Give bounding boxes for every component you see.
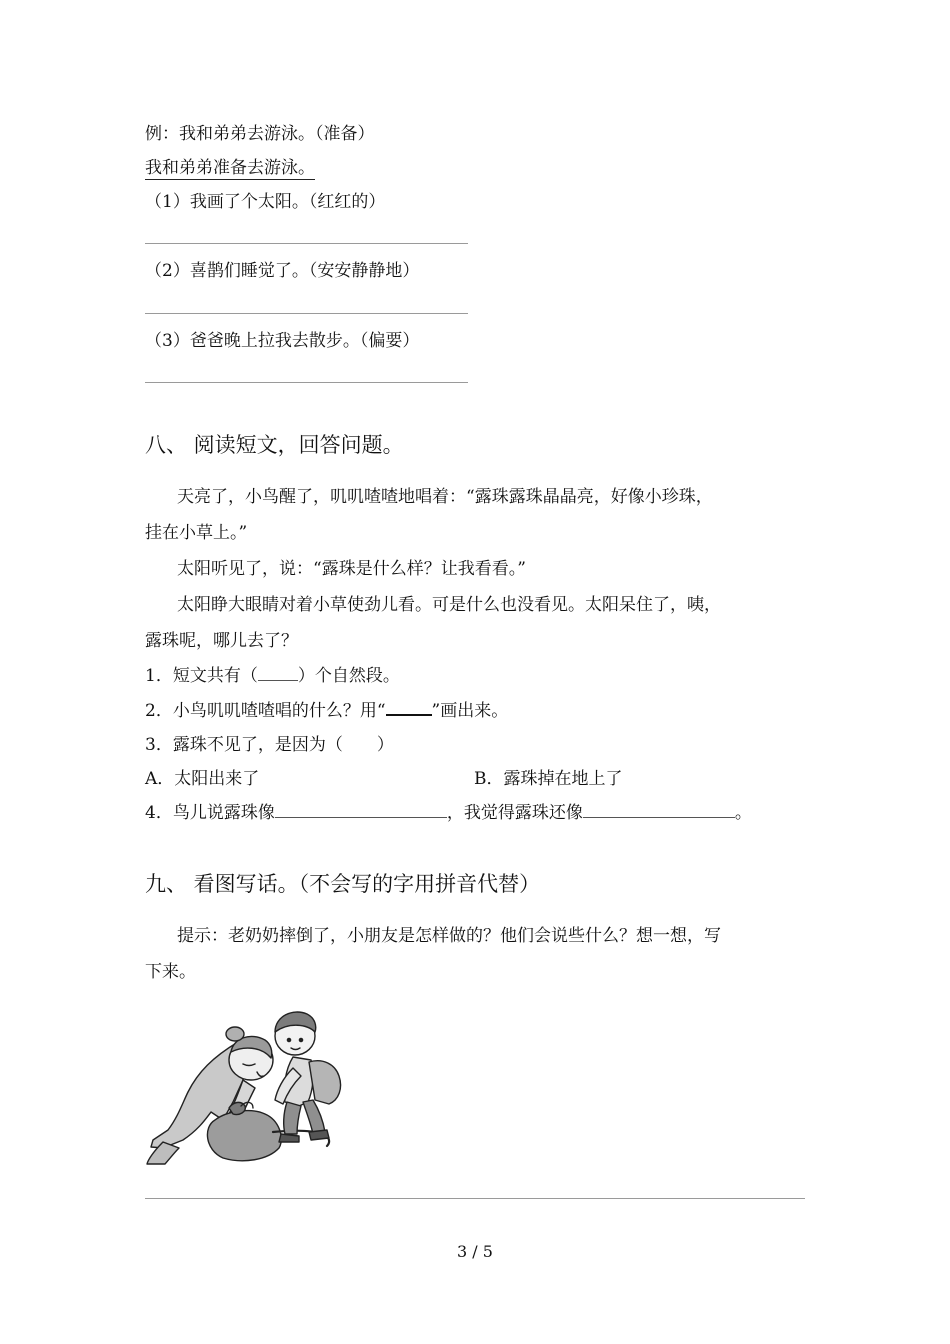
question-2-before: 2．小鸟叽叽喳喳唱的什么？用“ [145,701,386,721]
rewrite-item-3: （3）爸爸晚上拉我去散步。（偏要） [145,331,420,351]
writing-answer-line[interactable] [145,1198,805,1199]
question-3-option-b[interactable]: B．露珠掉在地上了 [474,769,623,789]
question-4-part-3: 。 [734,803,752,823]
writing-hint-line-2: 下来。 [145,962,196,982]
question-4-part-1: 4．鸟儿说露珠像 [145,803,275,823]
example-answer-text: 我和弟弟准备去游泳。 [145,158,315,178]
answer-line-1[interactable] [145,243,468,244]
writing-hint-line-1: 提示：老奶奶摔倒了，小朋友是怎样做的？他们会说些什么？想一想，写 [177,926,721,946]
passage-para-3-line-1: 太阳睁大眼睛对着小草使劲儿看。可是什么也没看见。太阳呆住了，咦， [177,595,721,615]
question-1-blank[interactable] [258,666,298,681]
question-2-underline-mark [386,700,432,716]
passage-para-3-line-2: 露珠呢，哪儿去了？ [145,631,298,651]
answer-line-2[interactable] [145,313,468,314]
section-8-heading: 八、 阅读短文，回答问题。 [145,433,404,457]
question-3-option-a[interactable]: A．太阳出来了 [145,769,260,789]
question-2-after: ”画出来。 [431,701,509,721]
example-label: 例：我和弟弟去游泳。（准备） [145,124,375,144]
question-1-before: 1．短文共有（ [145,666,258,686]
passage-para-2: 太阳听见了，说：“露珠是什么样？让我看看。” [177,559,526,579]
passage-para-1-line-1: 天亮了，小鸟醒了，叽叽喳喳地唱着：“露珠露珠晶晶亮，好像小珍珠， [177,487,713,507]
rewrite-item-2: （2）喜鹊们睡觉了。（安安静静地） [145,261,420,281]
rewrite-item-1: （1）我画了个太阳。（红红的） [145,192,386,212]
question-4-blank-2[interactable] [583,803,735,818]
question-4-blank-1[interactable] [275,803,447,818]
grandma-boy-illustration [143,1002,358,1167]
question-1 [145,664,400,688]
section-9-heading: 九、 看图写话。（不会写的字用拼音代替） [145,872,541,896]
answer-line-3[interactable] [145,382,468,383]
question-2 [145,699,508,723]
question-1-after: ）个自然段。 [297,666,400,686]
question-4 [145,801,752,825]
question-3: 3．露珠不见了，是因为（ ） [145,735,394,755]
passage-para-1-line-2: 挂在小草上。” [145,523,248,543]
page-number: 3 / 5 [457,1242,493,1261]
question-4-part-2: ，我觉得露珠还像 [446,803,583,823]
example-answer [145,156,315,180]
